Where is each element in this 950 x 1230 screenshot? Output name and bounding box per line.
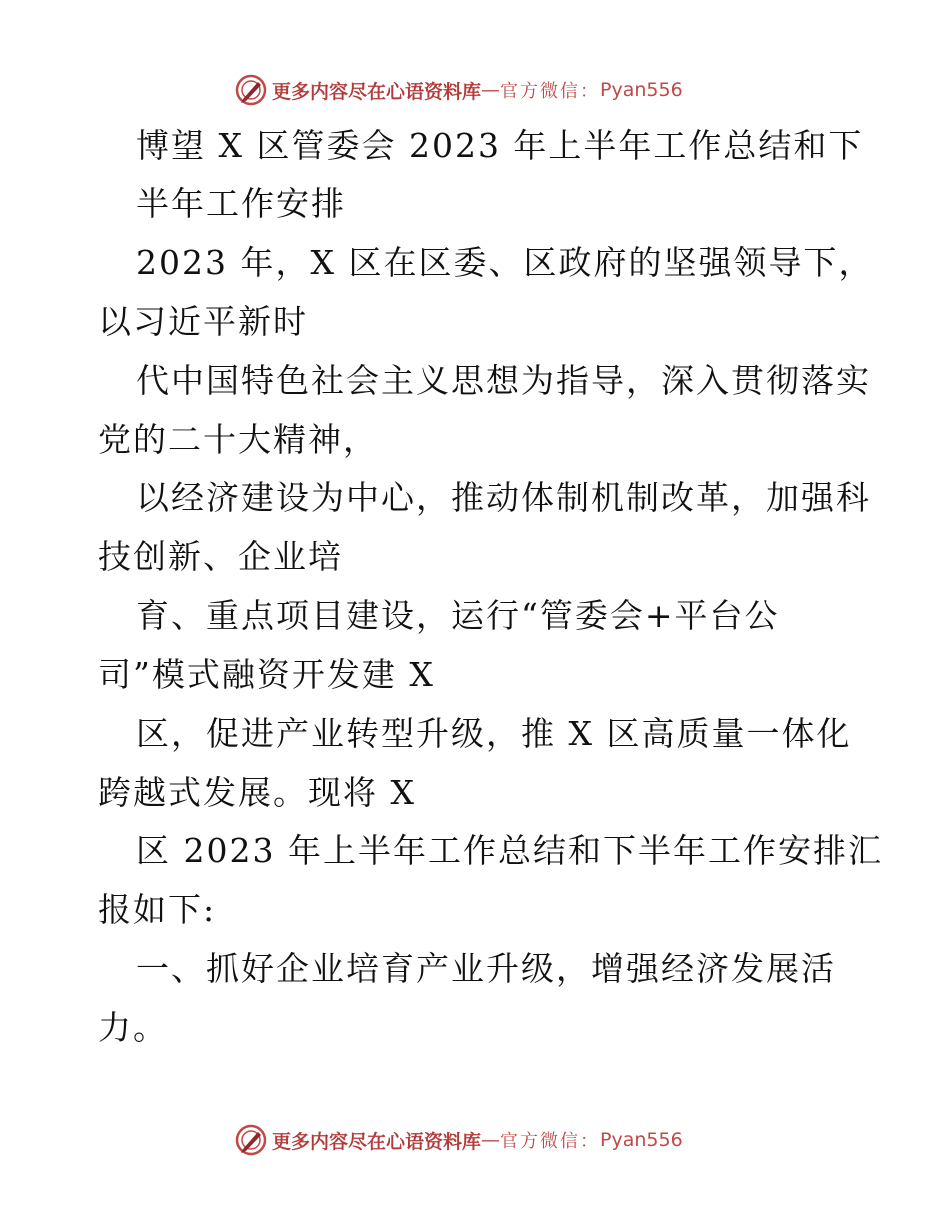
paragraph-line: 育、重点项目建设，运行“管委会+平台公 — [136, 596, 780, 635]
paragraph-line: 2023 年，X 区在区委、区政府的坚强领导下， — [136, 243, 874, 282]
title-line-1: 博望 X 区管委会 2023 年上半年工作总结和下 — [136, 126, 864, 165]
watermark-wechat-label: 官方微信： — [500, 1131, 601, 1152]
paragraph-line: 代中国特色社会主义思想为指导，深入贯彻落实 — [136, 361, 871, 400]
paragraph-line: 以经济建设为中心，推动体制机制改革，加强科 — [136, 478, 871, 517]
paragraph-line: 区 2023 年上半年工作总结和下半年工作安排汇 — [136, 831, 883, 870]
watermark-brand: 更多内容尽在心语资料库 — [272, 1130, 482, 1153]
paragraph-line: 司”模式融资开发建 X — [98, 655, 435, 694]
section-heading-line: 力。 — [98, 1008, 168, 1047]
footer-watermark — [234, 1120, 683, 1160]
paragraph-line: 技创新、企业培 — [98, 537, 343, 576]
paragraph-line: 报如下: — [98, 890, 217, 929]
paragraph-line: 区，促进产业转型升级，推 X 区高质量一体化 — [136, 714, 852, 753]
pen-seal-icon — [234, 73, 268, 107]
watermark-dash: — — [481, 79, 501, 101]
paragraph-line: 跨越式发展。现将 X — [98, 773, 416, 812]
paragraph-line: 党的二十大精神， — [98, 420, 378, 459]
watermark-brand: 更多内容尽在心语资料库 — [272, 80, 482, 103]
section-heading-line: 一、抓好企业培育产业升级，增强经济发展活 — [136, 949, 836, 988]
watermark-wechat-label: 官方微信： — [500, 81, 601, 102]
watermark-wechat-id: Pyan556 — [600, 79, 683, 101]
watermark-dash: — — [481, 1129, 501, 1151]
pen-seal-icon — [234, 1123, 268, 1157]
paragraph-line: 以习近平新时 — [98, 302, 308, 341]
watermark-wechat-id: Pyan556 — [600, 1129, 683, 1151]
header-watermark — [234, 70, 683, 110]
title-line-2: 半年工作安排 — [136, 184, 346, 223]
